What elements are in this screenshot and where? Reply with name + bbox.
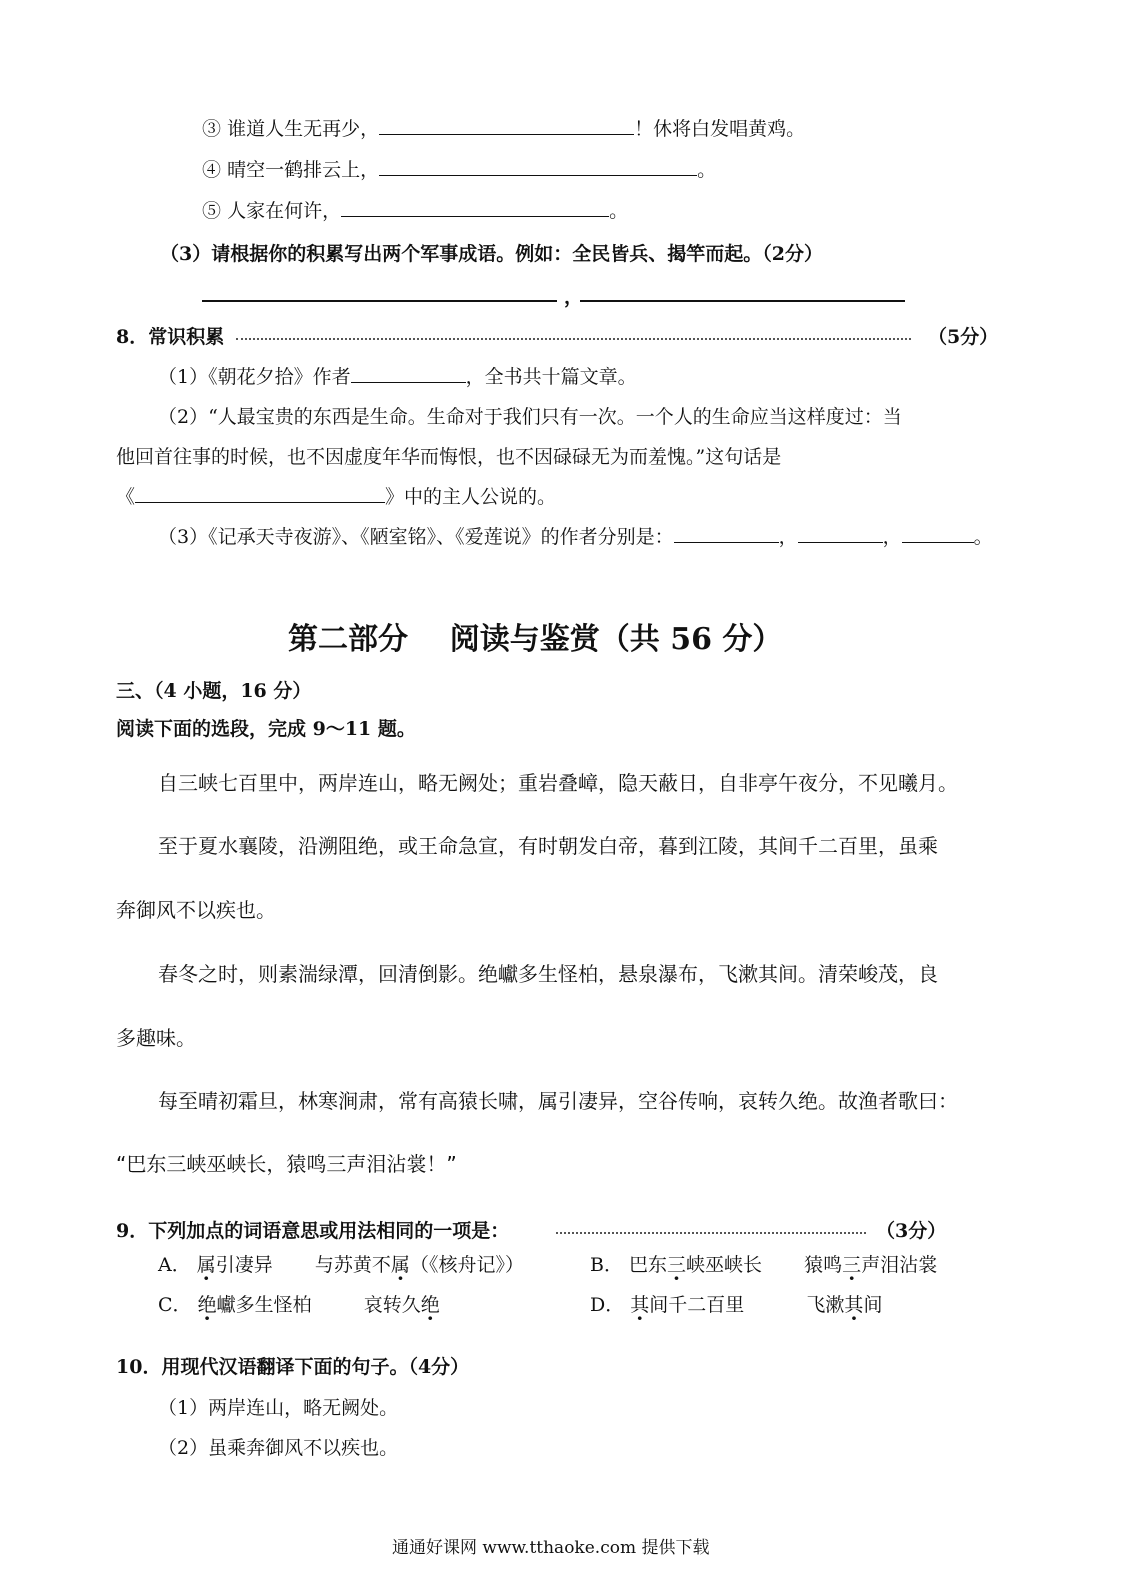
part-two-heading: 第二部分 阅读与鉴赏（共 56 分） — [288, 622, 783, 657]
option-phrase-1: 巴东三峡巫峡长 — [629, 1254, 763, 1276]
q9-option-c[interactable] — [158, 1290, 440, 1317]
option-phrase-2: 哀转久绝 — [363, 1294, 440, 1316]
separator: ， — [778, 526, 798, 548]
answer-blank-2[interactable] — [798, 524, 883, 543]
answer-blank[interactable] — [341, 198, 609, 217]
q8-part-2-line-3 — [116, 482, 556, 509]
item-number: ④ — [202, 159, 222, 181]
emphasis-dot-char: 其 — [630, 1294, 650, 1316]
emphasis-dot-char: 三 — [667, 1254, 687, 1276]
passage-paragraph-1: 自三峡七百里中，两岸连山，略无阙处；重岩叠嶂，隐天蔽日，自非亭午夜分，不见曦月。 — [158, 771, 958, 795]
poem-line-prompt: 谁道人生无再少， — [227, 118, 380, 140]
q8-title: 8．常识积累 — [116, 326, 225, 348]
option-label: A． — [158, 1254, 191, 1276]
passage-paragraph-3-line-1: 春冬之时，则素湍绿潭，回清倒影。绝巘多生怪柏，悬泉瀑布，飞漱其间。清荣峻茂，良 — [158, 962, 938, 986]
passage-paragraph-4-line-2: “巴东三峡巫峡长，猿鸣三声泪沾裳！” — [116, 1152, 457, 1176]
q7-item-5 — [202, 196, 628, 223]
q10-title: 10．用现代汉语翻译下面的句子。（4分） — [116, 1356, 470, 1378]
q8-part-3 — [158, 522, 993, 549]
option-label: D． — [590, 1294, 625, 1316]
emphasis-dot-char: 其 — [844, 1294, 864, 1316]
separator: ， — [882, 526, 902, 548]
reading-instruction: 阅读下面的选段，完成 9～11 题。 — [116, 718, 416, 740]
emphasis-dot-char: 绝 — [197, 1294, 217, 1316]
answer-blank-2[interactable] — [580, 282, 905, 302]
answer-blank[interactable] — [379, 116, 634, 135]
option-phrase-2: 飞漱其间 — [806, 1294, 883, 1316]
leader-dots — [556, 1220, 866, 1234]
option-label: B． — [590, 1254, 623, 1276]
answer-blank[interactable] — [135, 484, 385, 503]
page-footer: 通通好课网 www.tthaoke.com 提供下载 — [392, 1538, 710, 1558]
end-mark: 。 — [973, 526, 993, 548]
poem-line-rest: 。 — [697, 159, 717, 181]
answer-blank[interactable] — [379, 157, 697, 176]
passage-paragraph-2-line-1: 至于夏水襄陵，沿溯阻绝，或王命急宣，有时朝发白帝，暮到江陵，其间千二百里，虽乘 — [158, 834, 938, 858]
option-phrase-2: 与苏黄不属（《核舟记》） — [314, 1254, 524, 1276]
prompt-rest: 》中的主人公说的。 — [385, 486, 557, 508]
passage-paragraph-3-line-2: 多趣味。 — [116, 1026, 196, 1050]
q9-title: 9．下列加点的词语意思或用法相同的一项是： — [116, 1220, 510, 1242]
passage-paragraph-2-line-2: 奔御风不以疾也。 — [116, 898, 276, 922]
q9-option-a[interactable] — [158, 1250, 524, 1277]
answer-blank[interactable] — [351, 364, 466, 383]
answer-blank-1[interactable] — [674, 524, 779, 543]
emphasis-dot-char: 绝 — [420, 1294, 440, 1316]
leader-dots — [236, 326, 911, 340]
poem-line-rest: 。 — [609, 200, 629, 222]
q8-score: （5分） — [928, 326, 999, 348]
q7-part-3-answers — [202, 282, 907, 308]
emphasis-dot-char: 属 — [196, 1254, 216, 1276]
q7-part-3-prompt: （3）请根据你的积累写出两个军事成语。例如：全民皆兵、揭竿而起。（2分） — [160, 243, 823, 265]
q10-sentence-1: （1）两岸连山，略无阙处。 — [158, 1397, 399, 1419]
section-three-title: 三、（4 小题，16 分） — [116, 680, 312, 702]
passage-paragraph-4-line-1: 每至晴初霜旦，林寒涧肃，常有高猿长啸，属引凄异，空谷传响，哀转久绝。故渔者歌曰： — [158, 1089, 958, 1113]
prompt-text: （3）《记承天寺夜游》、《陋室铭》、《爱莲说》的作者分别是： — [158, 526, 674, 548]
q7-item-4 — [202, 155, 716, 182]
q8-part-2-line-2: 他回首往事的时候，也不因虚度年华而悔恨，也不因碌碌无为而羞愧。”这句话是 — [116, 446, 782, 468]
option-phrase-1: 属引凄异 — [196, 1254, 273, 1276]
option-phrase-1: 绝巘多生怪柏 — [197, 1294, 312, 1316]
emphasis-dot-char: 三 — [842, 1254, 862, 1276]
option-label: C． — [158, 1294, 192, 1316]
q9-score: （3分） — [876, 1220, 947, 1242]
q8-part-2-line-1: （2）“人最宝贵的东西是生命。生命对于我们只有一次。一个人的生命应当这样度过：当 — [158, 406, 902, 428]
poem-line-prompt: 人家在何许， — [227, 200, 342, 222]
poem-line-rest: ！休将白发唱黄鸡。 — [634, 118, 806, 140]
q9-option-d[interactable] — [590, 1290, 882, 1317]
item-number: ⑤ — [202, 200, 222, 222]
answer-blank-3[interactable] — [902, 524, 974, 543]
option-phrase-2: 猿鸣三声泪沾裳 — [804, 1254, 938, 1276]
item-number: ③ — [202, 118, 222, 140]
q10-sentence-2: （2）虽乘奔御风不以疾也。 — [158, 1437, 399, 1459]
prompt-text: （1）《朝花夕拾》作者 — [158, 366, 351, 388]
answer-blank-1[interactable] — [202, 282, 557, 302]
poem-line-prompt: 晴空一鹤排云上， — [227, 159, 380, 181]
q8-part-1 — [158, 362, 637, 389]
prompt-rest: ，全书共十篇文章。 — [465, 366, 637, 388]
book-open-mark: 《 — [116, 486, 136, 508]
emphasis-dot-char: 属 — [390, 1254, 410, 1276]
separator: ， — [564, 286, 584, 308]
q9-option-b[interactable] — [590, 1250, 937, 1277]
q7-item-3 — [202, 114, 805, 141]
option-phrase-1: 其间千二百里 — [630, 1294, 745, 1316]
